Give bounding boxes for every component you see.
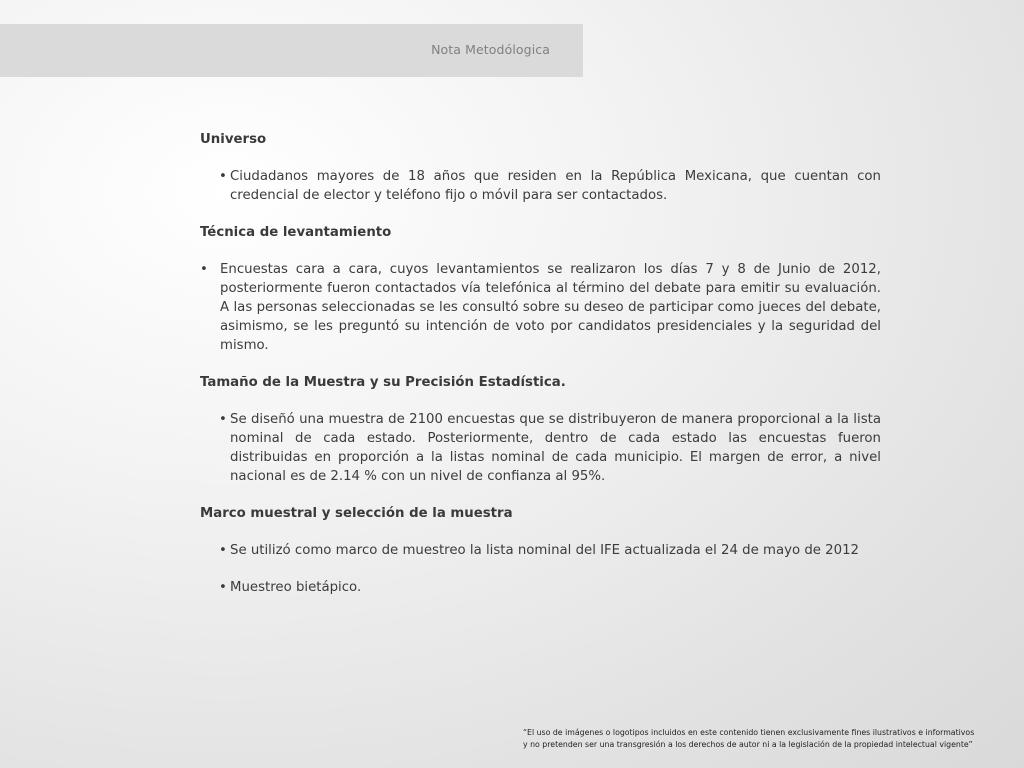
bullet-dot: • [219, 412, 227, 427]
bullet-text: Ciudadanos mayores de 18 años que residen en la República Mexicana, que cuentan con credencial de elector y teléfono fijo o móvil para ser contactados. [230, 169, 881, 203]
bullet-dot: • [200, 262, 208, 277]
bullet-muestra [200, 410, 881, 486]
bullet-tecnica [200, 260, 881, 355]
bullet-universo [200, 167, 881, 205]
bullet-text: Se utilizó como marco de muestreo la lista nominal del IFE actualizada el 24 de mayo de 2012 [230, 543, 860, 558]
bullet-marco-2 [200, 578, 881, 597]
bullet-dot: • [219, 580, 227, 595]
section-heading-tecnica: Técnica de levantamiento [200, 225, 392, 240]
section-heading-universo: Universo [200, 132, 267, 147]
bullet-marco-1 [200, 541, 881, 560]
page-title: Nota Metodólogica [431, 42, 550, 57]
disclaimer-line-1: “El uso de imágenes o logotipos incluidos en este contenido tienen exclusivamente fines ilustrativos e informativos [523, 728, 975, 737]
bullet-dot: • [219, 543, 227, 558]
title-band [0, 24, 583, 77]
bullet-dot: • [219, 169, 227, 184]
section-heading-muestra: Tamaño de la Muestra y su Precisión Estadística. [200, 375, 566, 390]
disclaimer-line-2: y no pretenden ser una transgresión a los derechos de autor ni a la legislación de la propiedad intelectual vigente” [523, 740, 973, 749]
bullet-text: Encuestas cara a cara, cuyos levantamientos se realizaron los días 7 y 8 de Junio de 2012, posteriormente fueron contactados vía telefónica al término del debate para emitir su evaluación. A las personas seleccionadas se les consultó sobre su deseo de participar como jueces del debate, asimismo, se les preguntó su intención de voto por candidatos presidenciales y la seguridad del mismo. [220, 262, 881, 353]
section-heading-marco: Marco muestral y selección de la muestra [200, 506, 513, 521]
methodology-content [200, 130, 881, 597]
bullet-text: Muestreo bietápico. [230, 580, 362, 595]
copyright-disclaimer [523, 727, 993, 751]
bullet-text: Se diseñó una muestra de 2100 encuestas que se distribuyeron de manera proporcional a la lista nominal de cada estado. Posteriormente, dentro de cada estado las encuestas fueron distribuidas en proporción a la listas nominal de cada municipio. El margen de error, a nivel nacional es de 2.14 % con un nivel de confianza al 95%. [230, 412, 881, 484]
